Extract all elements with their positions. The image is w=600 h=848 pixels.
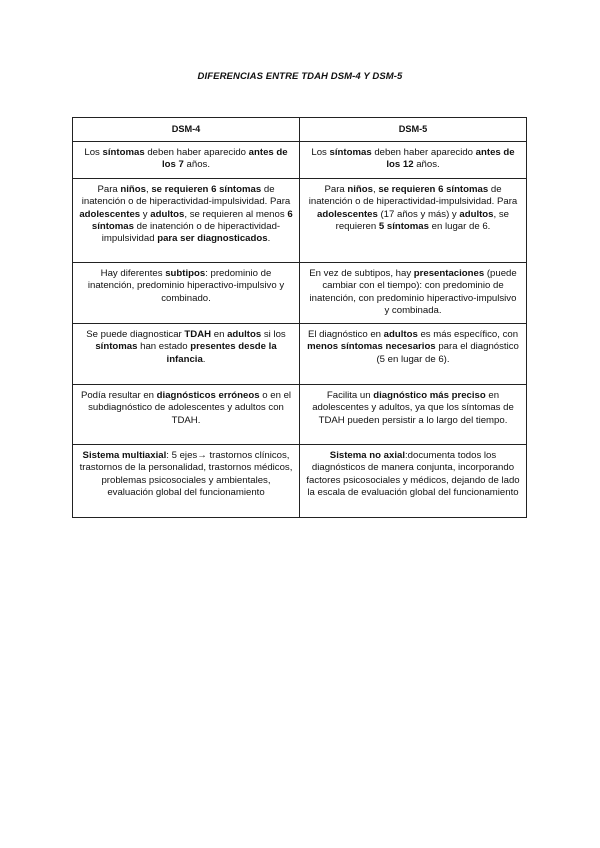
- cell-dsm5: Sistema no axial:documenta todos los diagnósticos de manera conjunta, incorporando factores psicosociales y médicos, dejando de lado la escala de evaluación global del funcionamiento: [300, 445, 527, 518]
- emphasis-text: Sistema no axial: [329, 450, 405, 462]
- cell-dsm5: El diagnóstico en adultos es más específico, con menos síntomas necesarios para el diagnóstico (5 en lugar de 6).: [300, 324, 527, 385]
- cell-dsm4: Para niños, se requieren 6 síntomas de inatención o de hiperactividad-impulsividad. Para adolescentes y adultos, se requieren al menos 6 síntomas de inatención o de hiperactividad-impulsividad para ser diagnosticados.: [73, 179, 300, 263]
- emphasis-text: diagnósticos erróneos: [156, 390, 260, 402]
- emphasis-text: síntomas: [329, 147, 372, 159]
- emphasis-text: adolescentes: [317, 208, 378, 220]
- emphasis-text: antes de los 7: [161, 147, 288, 171]
- cell-dsm4: Podía resultar en diagnósticos erróneos o en el subdiagnóstico de adolescentes y adultos con TDAH.: [73, 385, 300, 445]
- emphasis-text: se requieren 6 síntomas: [378, 184, 489, 196]
- emphasis-text: niños: [347, 184, 373, 196]
- emphasis-text: 6 síntomas: [91, 208, 293, 232]
- emphasis-text: adultos: [227, 329, 262, 341]
- emphasis-text: niños: [120, 184, 146, 196]
- emphasis-text: adultos: [150, 208, 185, 220]
- emphasis-text: 5 síntomas: [378, 220, 429, 232]
- emphasis-text: antes de los 12: [386, 147, 515, 171]
- table-row: [73, 179, 527, 263]
- header-dsm4: DSM-4: [73, 118, 300, 142]
- emphasis-text: diagnóstico más preciso: [373, 390, 486, 402]
- cell-dsm5: Facilita un diagnóstico más preciso en adolescentes y adultos, ya que los síntomas de TDAH pueden persistir a lo largo del tiempo.: [300, 385, 527, 445]
- table-row: [73, 142, 527, 179]
- emphasis-text: presentaciones: [413, 268, 485, 280]
- table-row: [73, 445, 527, 518]
- cell-dsm5: En vez de subtipos, hay presentaciones (puede cambiar con el tiempo): con predominio de inatención, con predominio hiperactivo-impulsivo y combinada.: [300, 263, 527, 324]
- cell-dsm4: Sistema multiaxial: 5 ejes→ trastornos clínicos, trastornos de la personalidad, trastornos médicos, problemas psicosociales y ambientales, evaluación global del funcionamiento: [73, 445, 300, 518]
- header-row: [73, 118, 527, 142]
- table-row: [73, 263, 527, 324]
- table-row: [73, 324, 527, 385]
- emphasis-text: subtipos: [165, 268, 206, 280]
- cell-dsm4: Se puede diagnosticar TDAH en adultos si los síntomas han estado presentes desde la infancia.: [73, 324, 300, 385]
- emphasis-text: para ser diagnosticados: [157, 233, 268, 245]
- cell-dsm4: Los síntomas deben haber aparecido antes de los 7 años.: [73, 142, 300, 179]
- emphasis-text: adultos: [459, 208, 494, 220]
- cell-dsm5: Los síntomas deben haber aparecido antes de los 12 años.: [300, 142, 527, 179]
- emphasis-text: TDAH: [184, 329, 212, 341]
- emphasis-text: se requieren 6 síntomas: [151, 184, 262, 196]
- emphasis-text: Sistema multiaxial: [82, 450, 167, 462]
- table-row: [73, 385, 527, 445]
- emphasis-text: síntomas: [102, 147, 145, 159]
- emphasis-text: síntomas: [95, 341, 138, 353]
- comparison-table: [72, 117, 527, 518]
- emphasis-text: presentes desde la infancia: [166, 341, 277, 365]
- document-title: DIFERENCIAS ENTRE TDAH DSM-4 Y DSM-5: [197, 71, 403, 82]
- emphasis-text: menos síntomas necesarios: [307, 341, 436, 353]
- cell-dsm4: Hay diferentes subtipos: predominio de inatención, predominio hiperactivo-impulsivo y combinado.: [73, 263, 300, 324]
- cell-dsm5: Para niños, se requieren 6 síntomas de inatención o de hiperactividad-impulsividad. Para adolescentes (17 años y más) y adultos, se requieren 5 síntomas en lugar de 6.: [300, 179, 527, 263]
- emphasis-text: adultos: [383, 329, 418, 341]
- header-dsm5: DSM-5: [300, 118, 527, 142]
- emphasis-text: adolescentes: [79, 208, 141, 220]
